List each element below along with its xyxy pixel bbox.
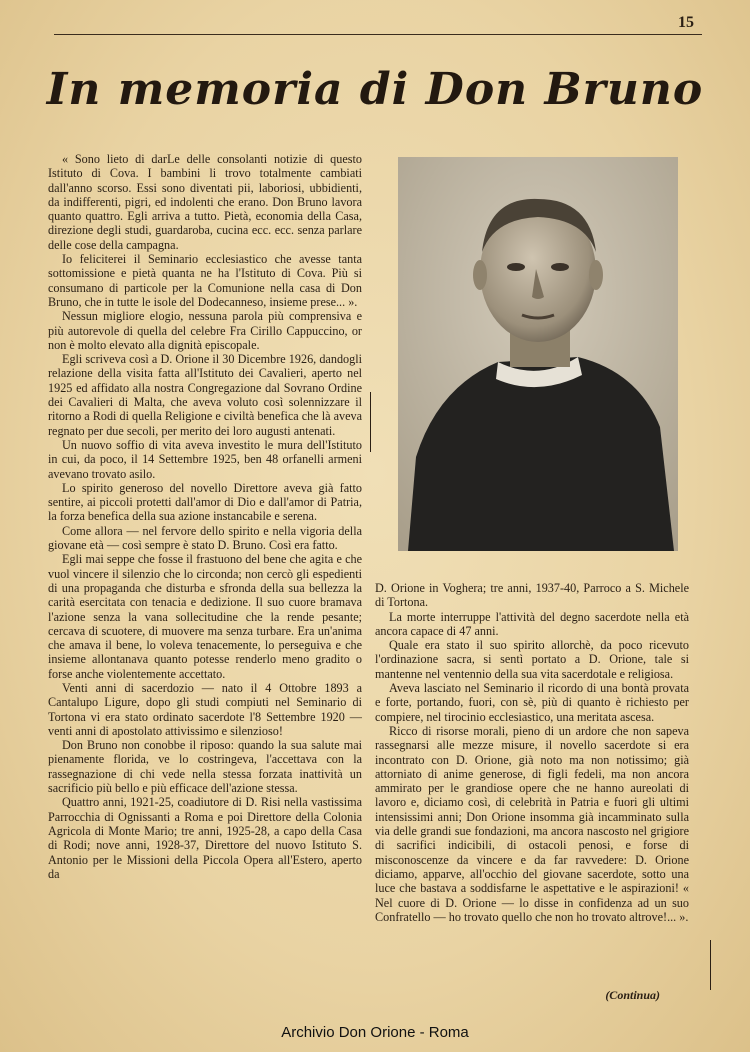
header-rule: [54, 34, 702, 35]
margin-pencil-mark: [710, 940, 711, 990]
paragraph: Lo spirito generoso del novello Direttore aveva già fatto sentire, ai piccoli protetti dall'amor di Dio e dall'amor di Patria, la forza benefica della sua azione instancabile e serena.: [48, 480, 362, 524]
right-text-column: [375, 581, 689, 924]
paragraph: Don Bruno non conobbe il riposo: quando la sua salute mai pienamente florida, ve lo costringeva, l'accettava con la rassegnazione di chi vede nella stessa forzata inattività un sacrificio più bello e più efficace dell'azione stessa.: [48, 738, 362, 796]
paragraph: « Sono lieto di darLe delle consolanti notizie di questo Istituto di Cova. I bambini li trovo totalmente cambiati dall'anno scorso. Essi sono diventati pii, laboriosi, ubbidienti, da indifferenti, pigri, ed indolenti che erano. Don Bruno lavora quanto quattro. Egli arriva a tutto. Pietà, economia della Casa, direzione degli studi, guardaroba, cucina ecc. ecc. senza parlare delle cose della campagna.: [48, 152, 362, 252]
paragraph: Quale era stato il suo spirito allorchè, da poco ricevuto l'ordinazione sacra, si sentì portato a D. Orione, tale si mantenne nel ventennio della sua vita sacerdotale e religiosa.: [375, 638, 689, 681]
portrait-illustration: [398, 157, 678, 551]
paragraph: Un nuovo soffio di vita aveva investito le mura dell'Istituto in cui, da poco, il 14 Settembre 1925, ben 48 orfanelli armeni avevano trovato asilo.: [48, 437, 362, 481]
paragraph: Io feliciterei il Seminario ecclesiastico che avesse tanta sottomissione e pietà quanta ne ha l'Istituto di Cova. Più si consumano di particole per la Comunione nella casa di Don Bruno, che in tutte le isole del Dodecanneso, insieme prese... ».: [48, 252, 362, 309]
continued-note: (Continua): [605, 988, 660, 1002]
article-title: In memoria di Don Bruno: [46, 64, 704, 115]
archive-credit: Archivio Don Orione - Roma: [281, 1024, 469, 1041]
paragraph: Egli mai seppe che fosse il frastuono del bene che agita e che vuol vincere il silenzio che lo circonda; non cercò gli espedienti di una propaganda che disturba e sfronda della sua bellezza la carità esercitata con tenacia e dedizione. Il suo cuore bramava l'azione senza la vana sollecitudine che la rende pesante; cercava di scuotere, di muovere ma senza turbare. Era un'anima che amava il bene, lo voleva tenacemente, lo perseguiva e che insieme allontanava quanto potesse renderlo meno gradito o forse anche violentemente accettato.: [48, 552, 362, 681]
paragraph: Come allora — nel fervore dello spirito e nella vigoria della giovane età — così sempre è stato D. Bruno. Così era fatto.: [48, 523, 362, 553]
page-number: 15: [678, 14, 694, 31]
margin-pencil-mark: [370, 392, 371, 452]
left-text-column: [48, 152, 362, 881]
paragraph: Quattro anni, 1921-25, coadiutore di D. Risi nella vastissima Parrocchia di Ognissanti a Roma e poi Direttore della Colonia Agricola di Monte Mario; tre anni, 1925-28, a capo della Casa di Rodi; nove anni, 1928-37, Direttore del nuovo Istituto S. Antonio per le Missioni della Piccola Opera all'Estero, aperto da: [48, 795, 362, 881]
paragraph: Ricco di risorse morali, pieno di un ardore che non sapeva rassegnarsi alle mezze misure, il novello sacerdote si era incontrato con D. Orione, già noto ma non notissimo; già attorniato di anime generose, di figli fedeli, ma non ancora ammirato per le grandiose opere che ne hanno aureolati di lavoro e, diciamo così, di celebrità in Patria e fuori gli ultimi intensissimi anni; Don Orione insomma già incamminato sulla via delle grandi sue fondazioni, ma ancora nascosto nel grigiore di sacrifici indicibili, di ostacoli penosi, e forse di misconoscenze da vincere e da far ravvedere: D. Orione diciamo, apparve, all'occhio del giovane sacerdote, sotto una luce che bastava a soddisfarne le aspettative e le aspirazioni! « Nel cuore di D. Orione — lo disse in confidenza ad un suo Confratello — ho trovato quello che non ho trovato altrove!... ».: [375, 723, 689, 924]
paragraph: Nessun migliore elogio, nessuna parola più comprensiva e più autorevole di quella del celebre Fra Cirillo Cappuccino, or non è molto elevato alla dignità episcopale.: [48, 309, 362, 352]
paragraph: Aveva lasciato nel Seminario il ricordo di una bontà provata e forte, portando, fuori, con sè, più di quanto è richiesto per compiere, nel tirocinio ecclesiastico, una meritata ascesa.: [375, 681, 689, 724]
paragraph: La morte interruppe l'attività del degno sacerdote nella età ancora capace di 47 anni.: [375, 609, 689, 638]
paragraph: Venti anni di sacerdozio — nato il 4 Ottobre 1893 a Cantalupo Ligure, dopo gli studi compiuti nel Seminario di Tortona vi era stato ordinato sacerdote l'8 Settembre 1920 — venti anni di apostolato attivissimo e silenzioso!: [48, 680, 362, 738]
paragraph: Egli scriveva così a D. Orione il 30 Dicembre 1926, dandogli relazione della visita fatta all'Istituto dei Cavalieri, aperto nel 1925 ed affidato alla nostra Congregazione dal Sovrano Ordine dei Cavalieri di Malta, che aveva voluto così solennizzare il ritorno a Rodi di quella Religione e civiltà benefica che là aveva regnato per due secoli, per merito dei loro augusti antenati.: [48, 352, 362, 438]
portrait-photo: [398, 157, 678, 551]
paragraph: D. Orione in Voghera; tre anni, 1937-40, Parroco a S. Michele di Tortona.: [375, 581, 689, 610]
